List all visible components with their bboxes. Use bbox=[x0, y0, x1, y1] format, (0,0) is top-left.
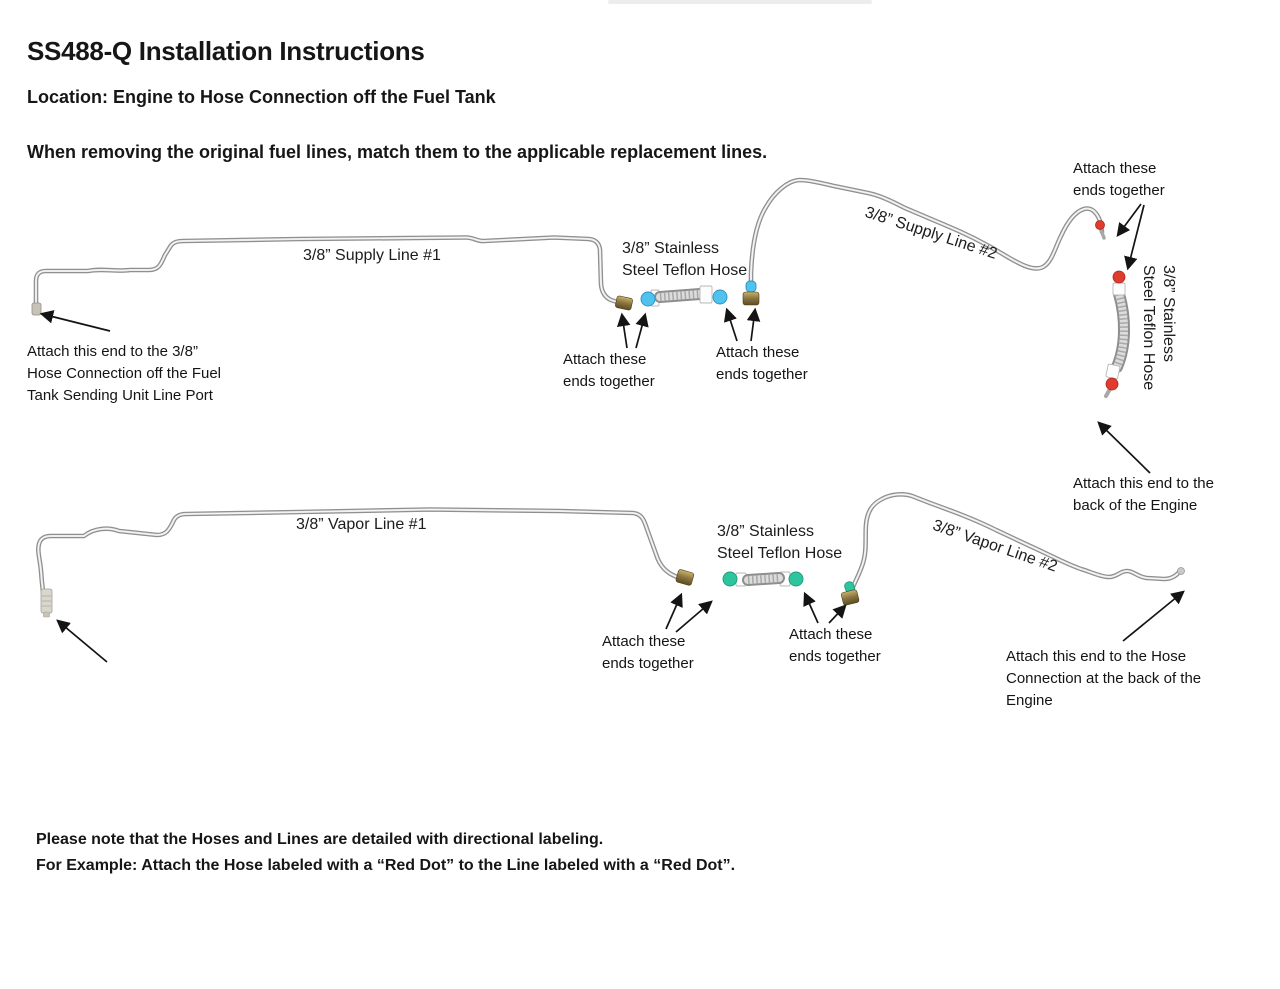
attach-note-line2: back of the Engine bbox=[1073, 497, 1198, 514]
hose-label-line1: 3/8” Stainless bbox=[622, 240, 719, 257]
attach-note-supply-line2-top bbox=[1073, 158, 1165, 202]
hose-label-line2: Steel Teflon Hose bbox=[622, 262, 748, 279]
line-end-ferrule bbox=[41, 589, 52, 617]
footer-note bbox=[36, 827, 735, 879]
blue-dot bbox=[713, 290, 727, 304]
attach-note-line3: Tank Sending Unit Line Port bbox=[27, 387, 213, 404]
engine-teflon-hose bbox=[1106, 271, 1125, 396]
supply-teflon-hose bbox=[641, 286, 727, 306]
attach-note-line3: Engine bbox=[1006, 692, 1053, 709]
attach-note-line1: Attach these bbox=[789, 626, 873, 643]
hose-label-line1: 3/8” Stainless bbox=[1160, 265, 1177, 362]
supply-line2-label: 3/8” Supply Line #2 bbox=[862, 204, 1000, 263]
attach-note-vapor-hose-left bbox=[602, 631, 694, 675]
engine-hose-label bbox=[1138, 265, 1178, 390]
attach-note-line1: Attach these bbox=[1073, 160, 1157, 177]
attach-note-line1: Attach these bbox=[602, 633, 686, 650]
arrow bbox=[622, 315, 627, 348]
attach-note-engine-back bbox=[1073, 473, 1214, 517]
attach-note-supply-hose-left bbox=[563, 349, 655, 393]
footer-note-line2: For Example: Attach the Hose labeled with a “Red Dot” to the Line labeled with a “Red Dot”. bbox=[36, 857, 736, 874]
attach-note-line2: Connection at the back of the bbox=[1006, 670, 1202, 687]
arrow bbox=[58, 621, 107, 662]
green-dot bbox=[789, 572, 803, 586]
arrow bbox=[751, 310, 755, 341]
attach-note-line1: Attach these bbox=[563, 351, 647, 368]
brass-fitting bbox=[675, 569, 694, 586]
arrow bbox=[1128, 205, 1144, 268]
arrow bbox=[1123, 592, 1183, 641]
attach-note-engine-hose bbox=[1006, 646, 1201, 712]
blue-dot bbox=[746, 281, 756, 292]
attach-note-line2: ends together bbox=[1073, 182, 1165, 199]
footer-note-line1: Please note that the Hoses and Lines are detailed with directional labeling. bbox=[36, 831, 604, 848]
annotation-arrows bbox=[42, 204, 1183, 662]
vapor-line1-label: 3/8” Vapor Line #1 bbox=[296, 516, 427, 533]
vapor-line2-label: 3/8” Vapor Line #2 bbox=[930, 517, 1060, 576]
hose-label-line2: Steel Teflon Hose bbox=[1140, 265, 1157, 391]
attach-note-tank-supply bbox=[27, 341, 221, 407]
attach-note-line1: Attach this end to the 3/8” bbox=[27, 343, 198, 360]
arrow bbox=[42, 314, 110, 331]
vapor-teflon-hose bbox=[723, 572, 803, 586]
supply-hose-label bbox=[622, 238, 747, 282]
brass-fitting bbox=[841, 589, 860, 605]
arrow bbox=[666, 595, 681, 629]
attach-note-line2: ends together bbox=[563, 373, 655, 390]
page-title: SS488-Q Installation Instructions bbox=[27, 36, 425, 66]
arrow bbox=[676, 602, 711, 632]
attach-note-line2: ends together bbox=[602, 655, 694, 672]
brass-fitting bbox=[743, 292, 759, 305]
red-dot bbox=[1106, 378, 1118, 390]
supply-line-2 bbox=[743, 180, 1105, 305]
attach-note-line2: ends together bbox=[716, 366, 808, 383]
green-dot bbox=[723, 572, 737, 586]
location-subtitle: Location: Engine to Hose Connection off the Fuel Tank bbox=[27, 87, 496, 107]
red-dot bbox=[1113, 271, 1125, 283]
attach-note-line1: Attach this end to the Hose bbox=[1006, 648, 1187, 665]
removal-instruction: When removing the original fuel lines, match them to the applicable replacement lines. bbox=[27, 142, 768, 162]
attach-note-line2: ends together bbox=[789, 648, 881, 665]
attach-note-line1: Attach these bbox=[716, 344, 800, 361]
hose-label-line2: Steel Teflon Hose bbox=[717, 545, 843, 562]
arrow bbox=[805, 594, 818, 623]
attach-note-supply-hose-right bbox=[716, 342, 808, 386]
line-end-ferrule bbox=[32, 303, 41, 315]
attach-note-line2: Hose Connection off the Fuel bbox=[27, 365, 222, 382]
attach-note-vapor-hose-right bbox=[789, 624, 881, 668]
line-end-ball bbox=[1178, 568, 1185, 575]
arrow bbox=[1099, 423, 1150, 473]
arrow bbox=[636, 315, 645, 348]
hose-label-line1: 3/8” Stainless bbox=[717, 523, 814, 540]
supply-line1-label: 3/8” Supply Line #1 bbox=[303, 247, 441, 264]
blue-dot bbox=[641, 292, 655, 306]
arrow bbox=[829, 606, 845, 623]
vapor-hose-label bbox=[717, 521, 842, 565]
arrow bbox=[727, 310, 737, 341]
red-dot bbox=[1096, 221, 1105, 230]
attach-note-line1: Attach this end to the bbox=[1073, 475, 1214, 492]
brass-fitting bbox=[615, 295, 633, 310]
